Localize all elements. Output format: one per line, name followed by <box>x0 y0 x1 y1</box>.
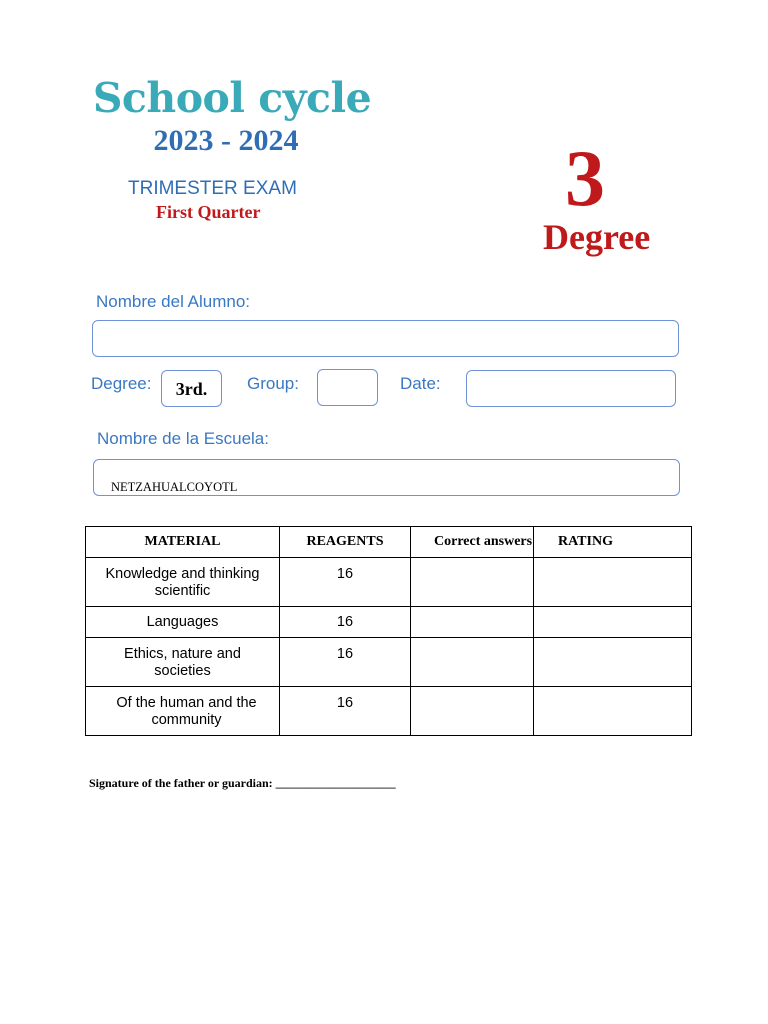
table-row <box>86 687 692 736</box>
rating-cell[interactable] <box>534 638 692 687</box>
degree-label: Degree: <box>91 374 152 393</box>
correct-answers-cell[interactable] <box>411 638 534 687</box>
header-rating <box>534 527 692 558</box>
group-label: Group: <box>247 374 299 393</box>
school-years: 2023 - 2024 <box>153 124 299 157</box>
table-row <box>86 638 692 687</box>
grade-number: 3 <box>565 135 605 223</box>
header-correct-answers-text: Correct answers <box>434 534 533 549</box>
student-name-field[interactable] <box>92 320 679 357</box>
reagents-cell: 16 <box>280 558 411 607</box>
reagents-cell: 16 <box>280 638 411 687</box>
rating-cell[interactable] <box>534 558 692 607</box>
school-name-value: NETZAHUALCOYOTL <box>111 480 238 494</box>
material-cell: Languages <box>86 607 280 638</box>
rating-cell[interactable] <box>534 687 692 736</box>
header-rating-text: RATING <box>558 534 613 549</box>
reagents-cell: 16 <box>280 687 411 736</box>
date-label: Date: <box>400 374 441 393</box>
reagents-cell: 16 <box>280 607 411 638</box>
date-field[interactable] <box>466 370 676 407</box>
degree-value: 3rd. <box>175 379 208 399</box>
header-material: MATERIAL <box>86 527 280 558</box>
signature-blank[interactable]: ____________________ <box>275 776 396 790</box>
table-row <box>86 558 692 607</box>
school-cycle-title: School cycle <box>92 74 372 122</box>
group-field[interactable] <box>317 369 378 406</box>
table-row <box>86 607 692 638</box>
rating-cell[interactable] <box>534 607 692 638</box>
material-cell: Knowledge and thinking scientific <box>86 558 280 607</box>
header-reagents: REAGENTS <box>280 527 411 558</box>
correct-answers-cell[interactable] <box>411 687 534 736</box>
table-header-row <box>86 527 692 558</box>
correct-answers-cell[interactable] <box>411 558 534 607</box>
material-cell: Ethics, nature and societies <box>86 638 280 687</box>
signature-line <box>89 776 396 791</box>
header-correct-answers <box>411 527 534 558</box>
school-name-label: Nombre de la Escuela: <box>97 429 269 448</box>
material-cell: Of the human and the community <box>86 687 280 736</box>
correct-answers-cell[interactable] <box>411 607 534 638</box>
exam-type: TRIMESTER EXAM <box>128 178 297 199</box>
marks-table <box>85 526 692 736</box>
school-name-field[interactable] <box>93 459 680 496</box>
student-name-label: Nombre del Alumno: <box>96 292 251 311</box>
grade-word: Degree <box>543 217 651 257</box>
exam-quarter: First Quarter <box>156 202 261 222</box>
signature-label: Signature of the father or guardian: <box>89 776 273 790</box>
degree-field[interactable] <box>161 370 222 407</box>
